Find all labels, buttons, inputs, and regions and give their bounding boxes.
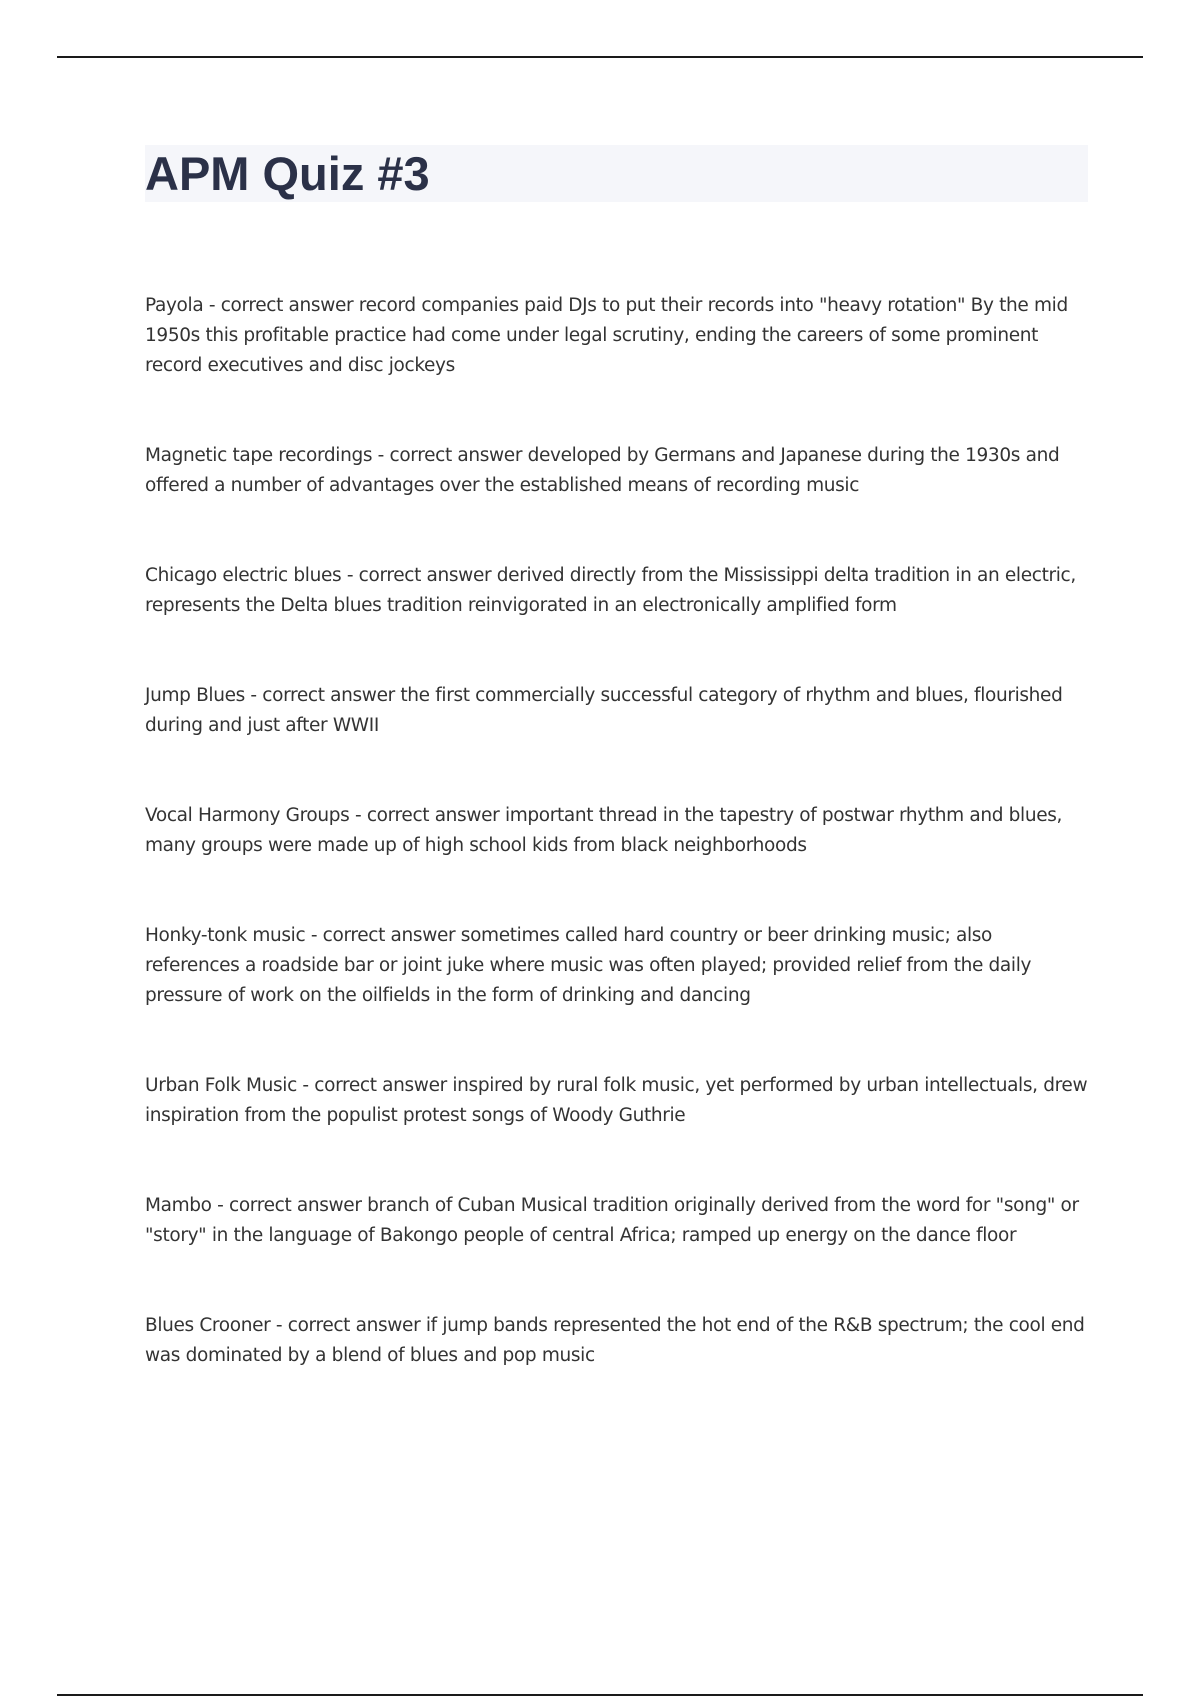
flashcard-entry-jump-blues: Jump Blues - correct answer the first commercially successful category of rhythm and blues, flourished during and just after WWII [145, 685, 1063, 736]
flashcard-list [145, 291, 1090, 1431]
flashcard-entry-blues-crooner: Blues Crooner - correct answer if jump bands represented the hot end of the R&B spectrum; the cool end was dominated by a blend of blues and pop music [145, 1315, 1085, 1366]
page-title: APM Quiz #3 [145, 147, 430, 200]
flashcard-entry-mambo: Mambo - correct answer branch of Cuban Musical tradition originally derived from the word for "song" or "story" in the language of Bakongo people of central Africa; ramped up energy on the dance floor [145, 1195, 1079, 1246]
flashcard-entry-payola: Payola - correct answer record companies paid DJs to put their records into "heavy rotation" By the mid 1950s this profitable practice had come under legal scrutiny, ending the careers of some prominent record executives and disc jockeys [145, 295, 1068, 376]
top-divider [57, 56, 1143, 58]
flashcard-entry-honky-tonk: Honky-tonk music - correct answer sometimes called hard country or beer drinking music; also references a roadside bar or joint juke where music was often played; provided relief from the daily pressure of work on the oilfields in the form of drinking and dancing [145, 925, 1032, 1006]
flashcard-entry-urban-folk: Urban Folk Music - correct answer inspired by rural folk music, yet performed by urban intellectuals, drew inspiration from the populist protest songs of Woody Guthrie [145, 1075, 1088, 1126]
bottom-divider [57, 1694, 1143, 1696]
flashcard-entry-vocal-harmony: Vocal Harmony Groups - correct answer important thread in the tapestry of postwar rhythm and blues, many groups were made up of high school kids from black neighborhoods [145, 805, 1063, 856]
flashcard-entry-chicago-blues: Chicago electric blues - correct answer derived directly from the Mississippi delta tradition in an electric, represents the Delta blues tradition reinvigorated in an electronically amplified form [145, 565, 1076, 616]
flashcard-entry-magnetic-tape: Magnetic tape recordings - correct answer developed by Germans and Japanese during the 1930s and offered a number of advantages over the established means of recording music [145, 445, 1060, 496]
